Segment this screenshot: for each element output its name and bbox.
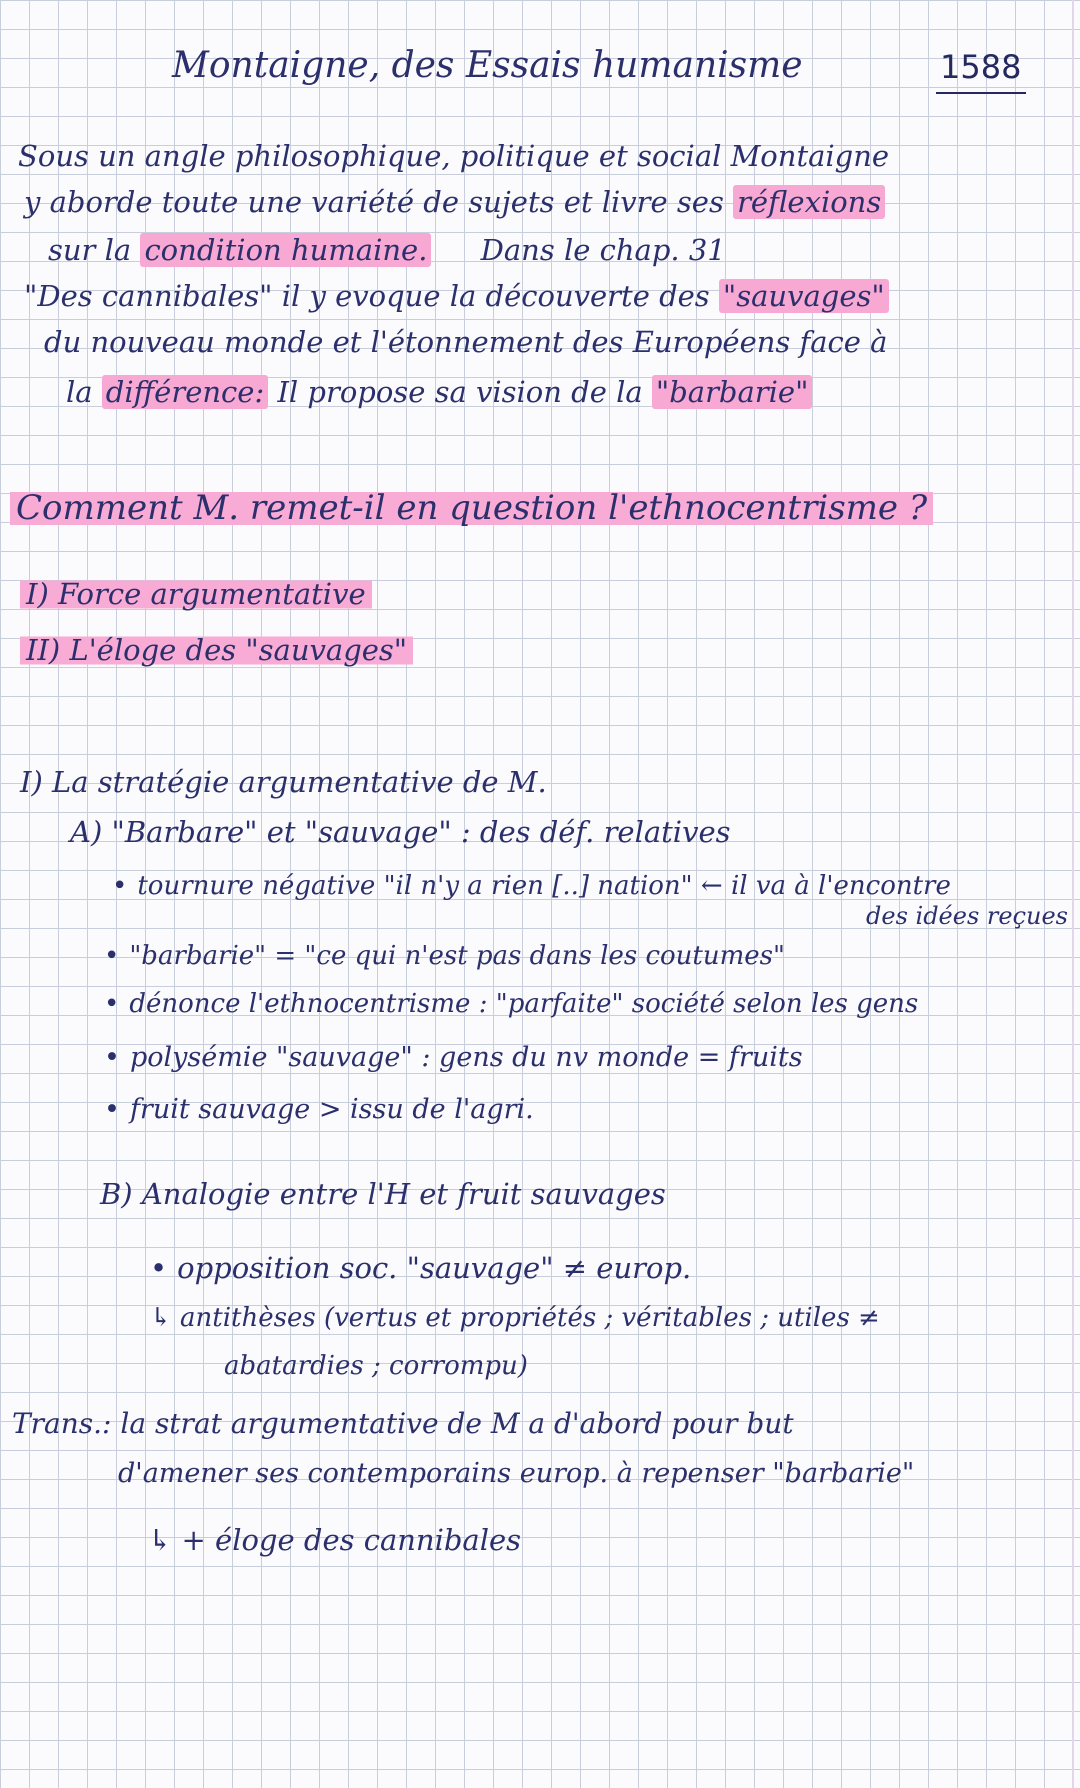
part-b-bullet-1-text: opposition soc. "sauvage" ≠ europ. bbox=[177, 1251, 692, 1285]
intro-line-2-text: y aborde toute une variété de sujets et livre ses bbox=[24, 185, 724, 219]
highlight-barbarie: "barbarie" bbox=[652, 375, 813, 409]
transition-line-1: Trans.: la strat argumentative de M a d'abord pour but bbox=[12, 1407, 794, 1440]
page-year: 1588 bbox=[940, 48, 1022, 86]
intro-line-6 bbox=[66, 372, 812, 412]
bullet-dot: • bbox=[104, 941, 120, 971]
bullet-dot: • bbox=[104, 989, 120, 1019]
intro-line-4 bbox=[24, 276, 889, 316]
part-a-bullet-1 bbox=[112, 866, 951, 906]
problematique bbox=[10, 488, 933, 528]
intro-line-5: du nouveau monde et l'étonnement des Européens face à bbox=[44, 325, 888, 359]
transition-line-3: ↳ + éloge des cannibales bbox=[148, 1523, 522, 1557]
page-title: Montaigne, des Essais humanisme bbox=[172, 45, 803, 86]
part-a-bullet-1-text: tournure négative "il n'y a rien [..] nation" ← il va à l'encontre bbox=[137, 871, 951, 901]
part-a-bullet-1-note: des idées reçues bbox=[866, 902, 1068, 930]
bullet-dot: • bbox=[112, 871, 128, 901]
part-a-bullet-3 bbox=[104, 984, 918, 1024]
part-a-bullet-3-text: dénonce l'ethnocentrisme : "parfaite" société selon les gens bbox=[129, 989, 919, 1019]
intro-line-3-text: sur la bbox=[48, 233, 132, 267]
intro-line-3 bbox=[48, 230, 726, 270]
intro-line-2 bbox=[24, 182, 885, 222]
part-a-bullet-4-text: polysémie "sauvage" : gens du nv monde = fruits bbox=[129, 1042, 803, 1073]
part-b-bullet-1 bbox=[150, 1248, 691, 1288]
part-a-bullet-4 bbox=[104, 1038, 803, 1078]
highlight-sauvages: "sauvages" bbox=[719, 279, 889, 313]
intro-line-4-text: "Des cannibales" il y evoque la découverte des bbox=[24, 279, 710, 313]
plan-item-1 bbox=[20, 574, 372, 614]
part-a-bullet-2 bbox=[104, 936, 785, 976]
part-a-bullet-5 bbox=[104, 1090, 534, 1130]
part-b-heading: B) Analogie entre l'H et fruit sauvages bbox=[100, 1177, 666, 1211]
transition-line-2: d'amener ses contemporains europ. à repenser "barbarie" bbox=[118, 1458, 915, 1489]
year-underline bbox=[936, 92, 1026, 94]
intro-line-6-rest: Il propose sa vision de la bbox=[277, 375, 643, 409]
plan-item-2 bbox=[20, 630, 413, 670]
part-a-heading: A) "Barbare" et "sauvage" : des déf. relatives bbox=[70, 815, 731, 849]
part-b-bullet-2: ↳ antithèses (vertus et propriétés ; véritables ; utiles ≠ bbox=[150, 1303, 880, 1333]
highlight-question: Comment M. remet-il en question l'ethnocentrisme ? bbox=[10, 488, 933, 528]
part-b-bullet-2-cont: abatardies ; corrompu) bbox=[224, 1351, 528, 1381]
section-1-heading: I) La stratégie argumentative de M. bbox=[20, 765, 547, 799]
bullet-dot: • bbox=[150, 1251, 168, 1285]
highlight-condition-humaine: condition humaine. bbox=[140, 233, 431, 267]
highlight-plan-2: II) L'éloge des "sauvages" bbox=[20, 633, 413, 667]
highlight-reflexions: réflexions bbox=[733, 185, 885, 219]
intro-chapter: Dans le chap. 31 bbox=[480, 233, 726, 267]
page-edge bbox=[1072, 0, 1074, 1788]
intro-line-1: Sous un angle philosophique, politique et social Montaigne bbox=[18, 139, 890, 173]
bullet-dot: • bbox=[104, 1042, 120, 1073]
highlight-difference: différence: bbox=[102, 375, 268, 409]
part-a-bullet-5-text: fruit sauvage > issu de l'agri. bbox=[129, 1094, 534, 1125]
bullet-dot: • bbox=[104, 1094, 120, 1125]
part-a-bullet-2-text: "barbarie" = "ce qui n'est pas dans les coutumes" bbox=[129, 941, 785, 971]
highlight-plan-1: I) Force argumentative bbox=[20, 577, 372, 611]
intro-line-6-text: la bbox=[66, 375, 93, 409]
